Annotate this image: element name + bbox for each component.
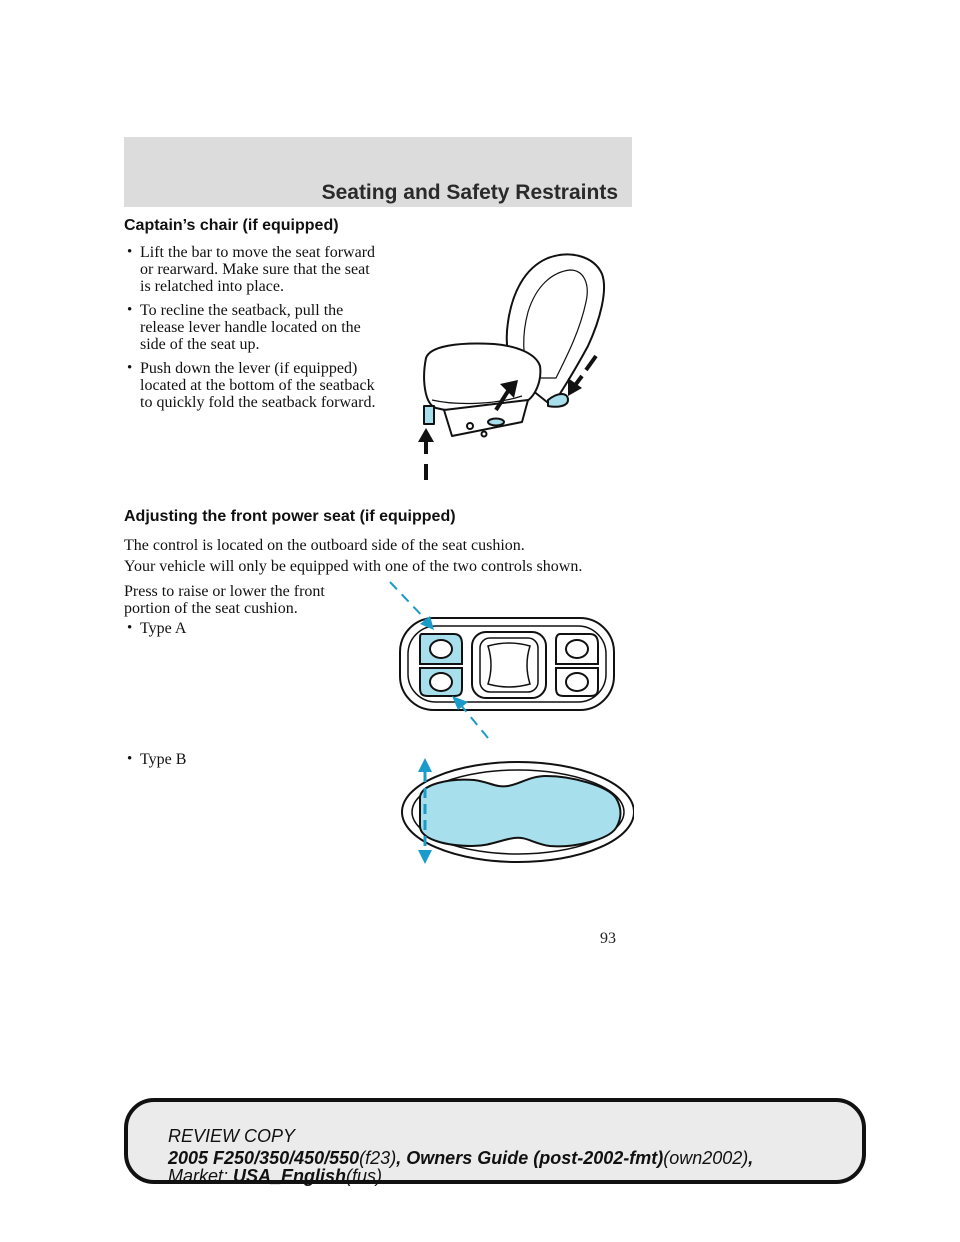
review-copy-footer bbox=[124, 1098, 866, 1184]
captains-chair-list bbox=[124, 244, 382, 418]
list-item: • Type A bbox=[127, 620, 187, 637]
review-copy-label: REVIEW COPY bbox=[168, 1126, 296, 1146]
market-identifier: Market: USA_English(fus) bbox=[168, 1166, 383, 1186]
header-band bbox=[124, 137, 632, 207]
type-a-list bbox=[124, 620, 186, 644]
captains-chair-heading: Captain’s chair (if equipped) bbox=[124, 217, 339, 234]
power-seat-instruction-text: Press to raise or lower the front portion of the seat cushion. bbox=[124, 583, 325, 617]
captains-chair-illustration bbox=[418, 250, 618, 482]
power-seat-controls-text: Your vehicle will only be equipped with one of the two controls shown. bbox=[124, 558, 583, 575]
list-item: • To recline the seatback, pull the release lever handle located on the side of the seat up. bbox=[127, 302, 361, 353]
power-seat-heading: Adjusting the front power seat (if equipped) bbox=[124, 508, 456, 525]
list-item: • Type B bbox=[127, 751, 187, 768]
document-identifier: 2005 F250/350/450/550(f23), Owners Guide (post-2002-fmt)(own2002), bbox=[168, 1148, 754, 1168]
power-seat-location-text: The control is located on the outboard side of the seat cushion. bbox=[124, 537, 525, 554]
list-item: • Push down the lever (if equipped) located at the bottom of the seatback to quickly fold the seatback forward. bbox=[127, 360, 376, 411]
type-b-list bbox=[124, 751, 186, 775]
list-item: • Lift the bar to move the seat forward or rearward. Make sure that the seat is relatched into place. bbox=[127, 244, 376, 295]
bullet-icon: • bbox=[127, 244, 133, 260]
type-b-control-illustration bbox=[390, 754, 634, 868]
type-a-control-illustration bbox=[384, 578, 624, 742]
section-title: Seating and Safety Restraints bbox=[321, 181, 618, 204]
bullet-icon: • bbox=[127, 360, 133, 376]
page-number: 93 bbox=[600, 930, 616, 947]
bullet-icon: • bbox=[127, 620, 133, 636]
bullet-icon: • bbox=[127, 302, 133, 318]
bullet-icon: • bbox=[127, 751, 133, 767]
